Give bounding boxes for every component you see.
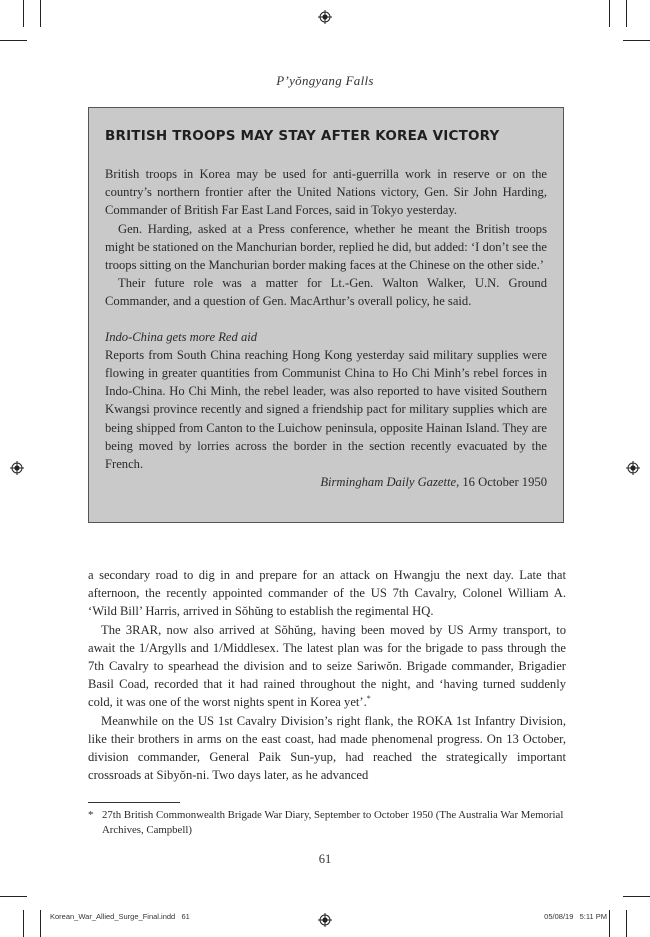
crop-mark-bottom-left-v2 [40,910,41,937]
crop-mark-top-right-v2 [626,0,627,27]
body-paragraph: a secondary road to dig in and prepare for an attack on Hwangju the next day. Late that afternoon, the recently appointed commander of the US 7th Cavalry, Colonel William A. ‘Wild Bill’ Harris, arrived in Sŏhŭng to establish the regimental HQ. [88,568,566,619]
crop-mark-top-right-h [623,40,650,41]
crop-mark-bottom-right-v2 [626,910,627,937]
crop-mark-top-left-h [0,40,27,41]
source-date: , 16 October 1950 [456,475,547,490]
footnote-marker: * [88,809,94,821]
clipping-paragraph: Their future role was a matter for Lt.-Gen. Walton Walker, U.N. Ground Commander, and a question of Gen. MacArthur’s overall policy, he said. [105,276,547,309]
registration-mark-icon [10,461,24,475]
footnote [88,808,566,837]
footnote-reference[interactable]: * [366,694,371,704]
newspaper-clipping-box [88,107,564,523]
source-publication: Birmingham Daily Gazette [320,475,457,490]
clipping-headline: BRITISH TROOPS MAY STAY AFTER KOREA VICTORY [105,128,500,144]
body-text [88,566,566,784]
crop-mark-top-left-v2 [40,0,41,27]
footnote-rule [88,802,180,803]
slug-date: 05/08/19 5:11 PM [544,912,607,921]
crop-mark-bottom-right-v [609,910,610,937]
clipping-paragraph: British troops in Korea may be used for anti-guerrilla work in reserve or on the country’s northern frontier after the United Nations victory, Gen. Sir John Harding, Commander of British Far East Land Forces, said in Tokyo yesterday. [105,167,547,218]
slug-file: Korean_War_Allied_Surge_Final.indd 61 [50,912,190,921]
registration-mark-icon [318,10,332,24]
clipping-subhead: Indo-China gets more Red aid [105,329,258,344]
page-number: 61 [318,852,332,866]
clipping-source [105,473,547,491]
registration-mark-icon [626,461,640,475]
crop-mark-bottom-left-v [23,910,24,937]
footnote-text: 27th British Commonwealth Brigade War Diary, September to October 1950 (The Australia War Memorial Archives, Campbell) [102,809,564,836]
clipping-paragraph: Gen. Harding, asked at a Press conference, whether he meant the British troops might be stationed on the Manchurian border, replied he did, but added: ‘I don’t see the troops sitting on the Manchurian border making faces at the Chinese on the other side.’ [105,221,547,273]
crop-mark-bottom-right-h [623,896,650,897]
body-paragraph: Meanwhile on the US 1st Cavalry Division’s right flank, the ROKA 1st Infantry Division, like their brothers in arms on the east coast, had made phenomenal progress. On 13 October, division commander, General Paik Sun-yup, had reached the strategically important crossroads at Sibyŏn-ni. Two days later, as he advanced [88,713,566,783]
crop-mark-top-left-v [23,0,24,27]
body-paragraph [88,621,566,712]
crop-mark-bottom-left-h [0,896,27,897]
running-head: P’yŏngyang Falls [276,73,374,88]
clipping-paragraph: Reports from South China reaching Hong Kong yesterday said military supplies were flowing in greater quantities from Communist China to Ho Chi Minh’s rebel forces in Indo-China. Ho Chi Minh, the rebel leader, was also reported to have visited Southern Kwangsi province recently and signed a friendship pact for military supplies which are being shipped from Canton to the Luichow peninsula, opposite Hainan Island. They are being moved by lorries across the border in the section recently evacuated by the French. [105,347,547,472]
crop-mark-top-right-v [609,0,610,27]
body-paragraph-text: The 3RAR, now also arrived at Sŏhŭng, having been moved by US Army transport, to await the 1/Argylls and 1/Middlesex. The latest plan was for the brigade to pass through the 7th Cavalry to spearhead the division and to seize Sariwŏn. Brigade commander, Brigadier Basil Coad, recorded that it had rained throughout the night, and ‘having turned suddenly cold, it was one of the worst nights spent in Korea yet’. [88,622,566,710]
registration-mark-icon [318,913,332,927]
